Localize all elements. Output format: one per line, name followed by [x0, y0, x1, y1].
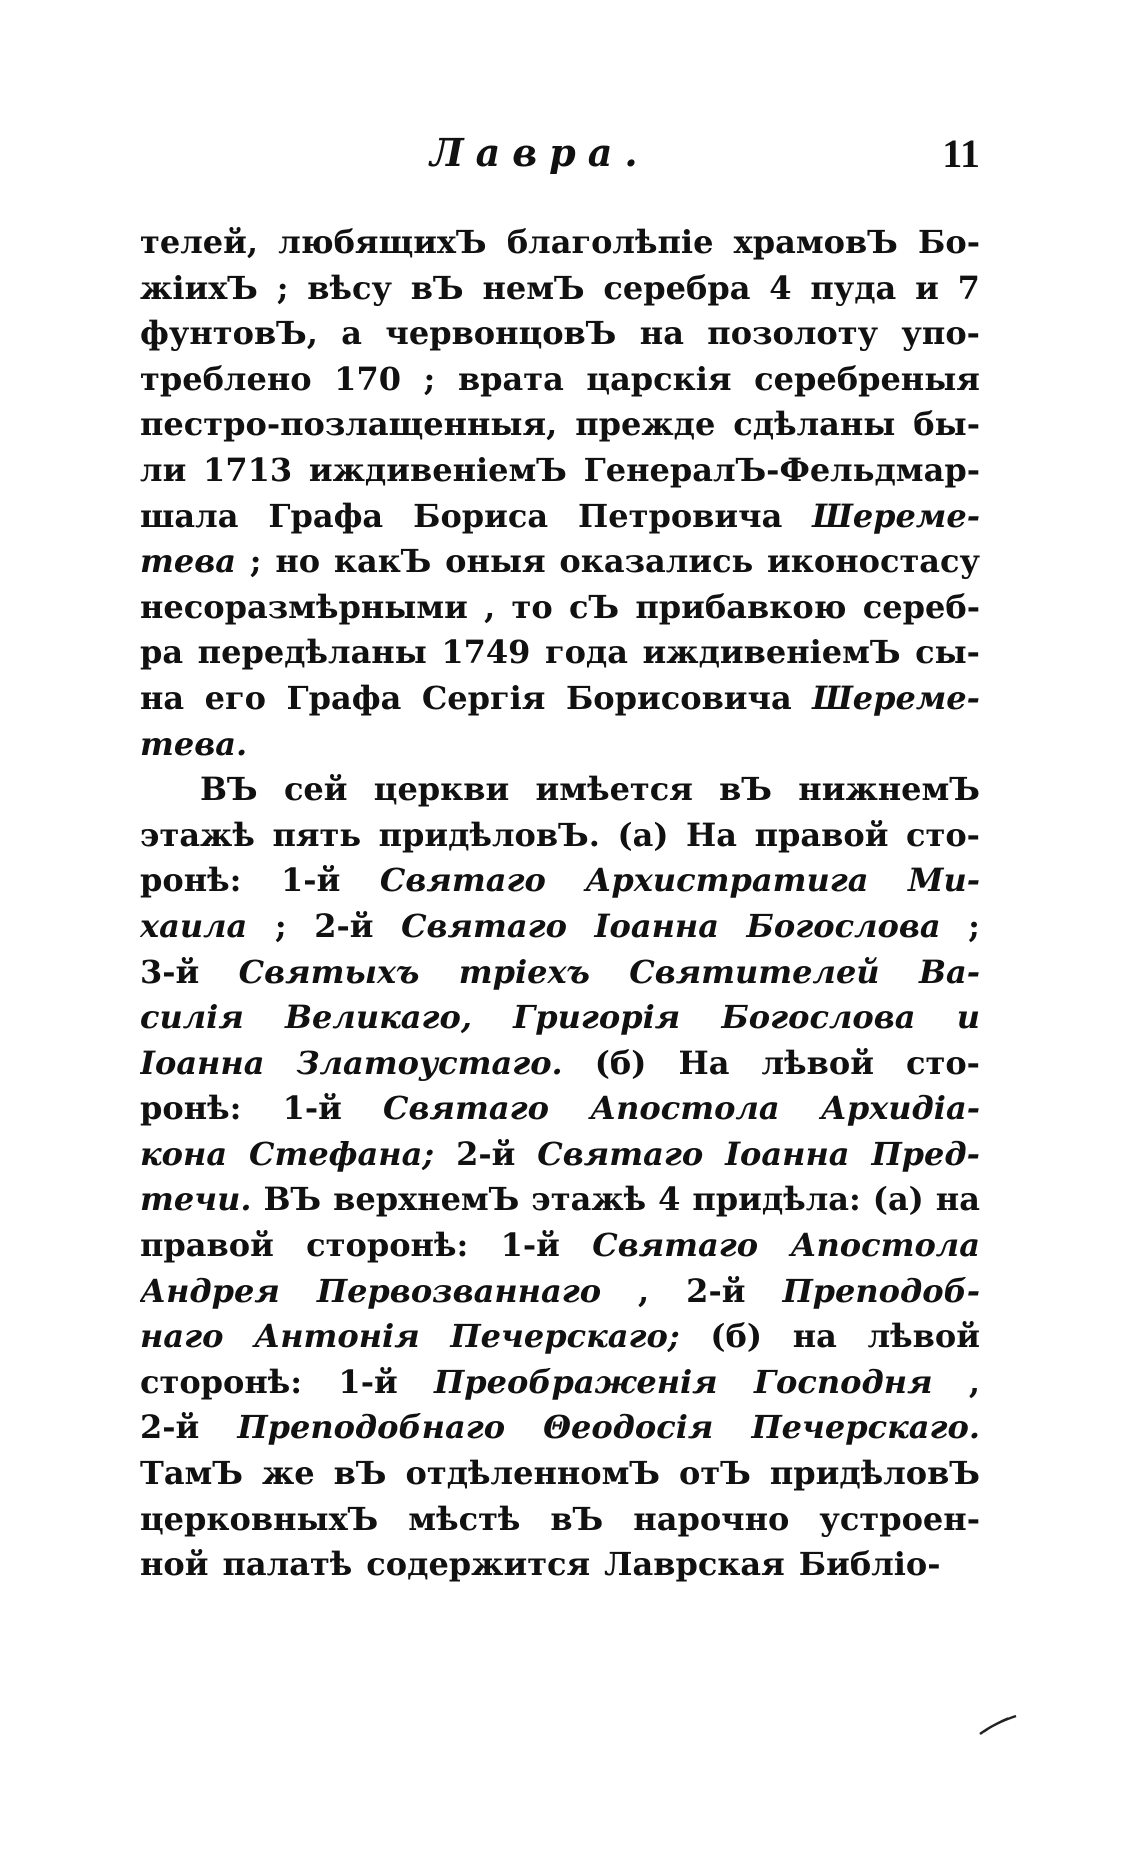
text-line: [140, 1360, 980, 1406]
word: Стефана;: [248, 1134, 435, 1173]
word: ТамЪ: [140, 1454, 243, 1493]
word: устроен-: [819, 1499, 980, 1538]
text-line: [140, 1177, 980, 1223]
word: 1-й: [338, 1362, 398, 1401]
word: фунтовЪ,: [140, 314, 318, 353]
word: царскія: [586, 359, 732, 398]
word: ,: [638, 1271, 650, 1310]
word: Святаго: [383, 1089, 549, 1128]
word: (а): [617, 815, 669, 854]
word: Богослова: [746, 906, 941, 945]
word: 1-й: [282, 1089, 342, 1128]
word: содержится: [366, 1545, 591, 1584]
word: 7: [957, 268, 980, 307]
word: нижнемЪ: [798, 770, 980, 809]
word: церковныхЪ: [140, 1499, 379, 1538]
text-line: [140, 767, 980, 813]
body-text: [140, 220, 980, 1588]
word: Святаго: [592, 1226, 759, 1265]
word: хаила: [140, 906, 248, 945]
word: и: [956, 998, 980, 1037]
word: ной: [140, 1545, 209, 1584]
word: ,: [484, 587, 496, 626]
word: имѣется: [535, 770, 693, 809]
word: Первозваннаго: [316, 1271, 602, 1310]
word: червонцовЪ: [385, 314, 617, 353]
word: телей,: [140, 223, 258, 261]
word: (б): [710, 1317, 762, 1356]
text-line: [140, 1314, 980, 1360]
word: ГенералЪ-Фельдмар-: [583, 450, 980, 489]
text-line: [140, 1223, 980, 1269]
text-line: [140, 357, 980, 403]
text-line: [140, 1405, 980, 1451]
word: врата: [457, 359, 564, 398]
text-line: [140, 1542, 980, 1588]
word: наго: [140, 1317, 224, 1356]
word: ,: [968, 1362, 980, 1401]
word: несоразмѣрными: [140, 587, 468, 626]
word: ;: [274, 906, 287, 945]
word: позолоту: [707, 314, 879, 353]
word: Ва-: [918, 952, 980, 991]
word: ;: [276, 268, 289, 307]
word: силія: [140, 998, 244, 1037]
word: сы-: [915, 633, 980, 672]
word: 2-й: [686, 1271, 746, 1310]
word: серебра: [603, 268, 751, 307]
word: ;: [968, 906, 980, 945]
word: бы-: [913, 405, 980, 444]
word: сторонѣ:: [140, 1362, 303, 1401]
word: нарочно: [633, 1499, 790, 1538]
word: 4: [658, 1180, 681, 1219]
word: Іоанна: [140, 1043, 265, 1082]
word: (б): [594, 1043, 647, 1082]
word: Печерскаго;: [450, 1317, 680, 1356]
text-line: [140, 494, 980, 540]
word: сдѣланы: [733, 405, 896, 444]
word: серебреныя: [754, 359, 980, 398]
word: придѣловЪ.: [378, 815, 600, 854]
word: палатѣ: [222, 1545, 353, 1584]
word: Антонія: [254, 1317, 420, 1356]
word: Господня: [753, 1362, 933, 1401]
word: иждивеніемЪ: [642, 633, 901, 672]
word: сто-: [906, 815, 980, 854]
word: придѣла:: [692, 1180, 861, 1219]
word: Ми-: [908, 861, 980, 900]
word: (а): [872, 1180, 924, 1219]
word: прежде: [575, 405, 716, 444]
word: течи.: [140, 1180, 252, 1219]
word: на: [639, 314, 684, 353]
word: оказались: [559, 542, 754, 581]
word: его: [204, 678, 266, 717]
word: 1-й: [281, 861, 341, 900]
word: тева.: [140, 724, 248, 763]
word: ра: [140, 633, 184, 672]
word: то: [511, 587, 553, 626]
text-line: [140, 266, 980, 312]
word: На: [678, 1043, 730, 1082]
word: сереб-: [862, 587, 980, 626]
word: 170: [334, 359, 401, 398]
word: Библіо-: [798, 1545, 941, 1584]
word: мѣстѣ: [408, 1499, 521, 1538]
text-line: [140, 311, 980, 357]
word: треблено: [140, 359, 312, 398]
text-line: [140, 585, 980, 631]
word: 2-й: [314, 906, 374, 945]
word: правой: [754, 815, 889, 854]
word: придѣловЪ: [769, 1454, 980, 1493]
word: Апостола: [590, 1089, 780, 1128]
word: сей: [283, 770, 348, 809]
word: Великаго,: [285, 998, 472, 1037]
word: сторонѣ:: [306, 1226, 469, 1265]
word: оныя: [445, 542, 546, 581]
word: ;: [423, 359, 436, 398]
word: лѣвой: [761, 1043, 874, 1082]
text-line: [140, 995, 980, 1041]
word: Борисовича: [565, 678, 792, 717]
word: На: [686, 815, 738, 854]
word: лѣвой: [867, 1317, 980, 1356]
word: но: [275, 542, 321, 581]
word: 4: [769, 268, 792, 307]
text-line: [140, 1041, 980, 1087]
word: 3-й: [140, 952, 200, 991]
word: тева: [140, 542, 236, 581]
word: этажѣ: [140, 815, 255, 854]
word: Петровича: [578, 496, 783, 535]
word: ронѣ:: [140, 861, 242, 900]
word: Графа: [268, 496, 384, 535]
word: правой: [140, 1226, 274, 1265]
word: передѣланы: [197, 633, 427, 672]
word: же: [261, 1454, 315, 1493]
word: Шереме-: [812, 496, 980, 535]
word: Печерскаго.: [751, 1408, 980, 1447]
word: вЪ: [333, 1454, 387, 1493]
word: Святаго: [379, 861, 546, 900]
word: 2-й: [456, 1134, 516, 1173]
word: ВЪ: [200, 770, 258, 809]
word: Архидіа-: [820, 1089, 980, 1128]
word: сто-: [906, 1043, 980, 1082]
word: Святаго: [537, 1134, 704, 1173]
word: Бо-: [918, 223, 980, 261]
word: а: [341, 314, 363, 353]
word: тріехъ: [458, 952, 590, 991]
word: прибавкою: [635, 587, 847, 626]
word: храмовЪ: [733, 223, 898, 261]
word: этажѣ: [531, 1180, 647, 1219]
word: отЪ: [679, 1454, 751, 1493]
text-line: [140, 402, 980, 448]
page-header: [140, 130, 980, 190]
word: Григорія: [513, 998, 681, 1037]
word: Святителей: [629, 952, 880, 991]
word: 2-й: [140, 1408, 200, 1447]
word: Святаго: [401, 906, 567, 945]
word: благолѣпіе: [506, 223, 714, 261]
word: пуда: [810, 268, 897, 307]
word: верхнемЪ: [333, 1180, 520, 1219]
word: ронѣ:: [140, 1089, 242, 1128]
word: сЪ: [569, 587, 620, 626]
word: Θеодосія: [543, 1408, 714, 1447]
word: Лаврская: [604, 1545, 785, 1584]
running-title: Лавра.: [430, 130, 650, 175]
text-line: [140, 1269, 980, 1315]
word: Преображенія: [434, 1362, 718, 1401]
text-line: [140, 676, 980, 722]
word: 1-й: [500, 1226, 560, 1265]
word: Графа: [286, 678, 402, 717]
word: жіихЪ: [140, 268, 258, 307]
word: иконостасу: [767, 542, 980, 581]
text-line: [140, 858, 980, 904]
word: любящихЪ: [278, 223, 487, 261]
text-line: [140, 630, 980, 676]
word: Сергія: [421, 678, 546, 717]
word: Пред-: [871, 1134, 980, 1173]
word: 1749: [441, 633, 531, 672]
word: ВЪ: [263, 1180, 322, 1219]
word: Апостола: [790, 1226, 980, 1265]
page-number: 11: [942, 131, 980, 176]
word: Златоустаго.: [296, 1043, 563, 1082]
ink-mark: [978, 1712, 1018, 1736]
text-line: [140, 950, 980, 996]
text-line: [140, 904, 980, 950]
word: упо-: [901, 314, 980, 353]
word: вЪ: [410, 268, 464, 307]
word: Іоанна: [725, 1134, 850, 1173]
text-line: [140, 1451, 980, 1497]
word: кона: [140, 1134, 228, 1173]
word: и: [915, 268, 939, 307]
word: Преподобнаго: [237, 1408, 506, 1447]
word: иждивеніемЪ: [308, 450, 567, 489]
word: Архистратига: [585, 861, 869, 900]
word: пять: [272, 815, 362, 854]
text-line: [140, 722, 980, 768]
text-line: [140, 220, 980, 266]
word: церкви: [373, 770, 510, 809]
word: Шереме-: [812, 678, 980, 717]
word: отдѣленномЪ: [405, 1454, 661, 1493]
word: Святыхъ: [238, 952, 420, 991]
text-line: [140, 539, 980, 585]
word: ;: [249, 542, 262, 581]
text-line: [140, 1497, 980, 1543]
word: Преподоб-: [782, 1271, 980, 1310]
word: какЪ: [333, 542, 432, 581]
word: вЪ: [550, 1499, 604, 1538]
word: шала: [140, 496, 239, 535]
text-line: [140, 813, 980, 859]
word: ли: [140, 450, 187, 489]
word: пестро-позлащенныя,: [140, 405, 558, 444]
text-line: [140, 448, 980, 494]
word: Богослова: [721, 998, 916, 1037]
word: вЪ: [719, 770, 772, 809]
word: вѣсу: [307, 268, 392, 307]
word: Іоанна: [594, 906, 719, 945]
text-line: [140, 1086, 980, 1132]
word: 1713: [203, 450, 293, 489]
word: на: [935, 1180, 980, 1219]
word: на: [792, 1317, 837, 1356]
word: на: [140, 678, 185, 717]
word: Андрея: [140, 1271, 280, 1310]
word: Бориса: [413, 496, 549, 535]
word: года: [544, 633, 628, 672]
word: немЪ: [482, 268, 585, 307]
text-line: [140, 1132, 980, 1178]
